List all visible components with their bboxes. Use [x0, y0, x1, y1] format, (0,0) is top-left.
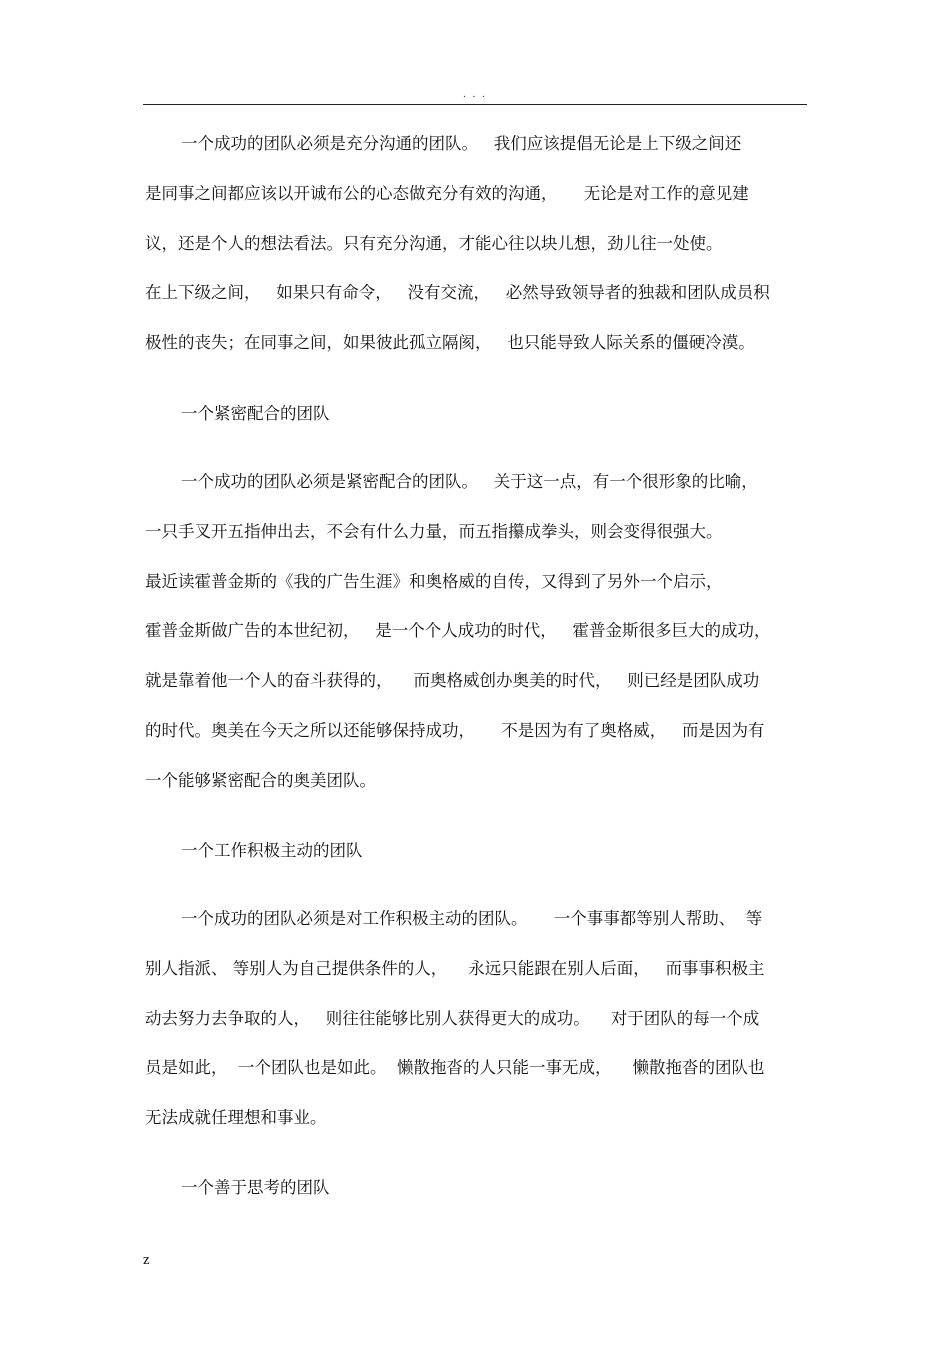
text-line: 一个成功的团队必须是对工作积极主动的团队。 一个事事都等别人帮助、 等 [181, 909, 763, 928]
text-line: 议，还是个人的想法看法。只有充分沟通，才能心往以块儿想，劲儿往一处使。 [145, 234, 723, 253]
text-line: 极性的丧失；在同事之间，如果彼此孤立隔阂， 也只能导致人际关系的僵硬冷漠。 [145, 333, 755, 352]
text-line: 一个能够紧密配合的奥美团队。 [145, 771, 376, 790]
section-heading: 一个紧密配合的团队 [181, 404, 330, 423]
text-line: 霍普金斯做广告的本世纪初， 是一个个人成功的时代， 霍普金斯很多巨大的成功， [145, 621, 771, 640]
text-line: 一个成功的团队必须是充分沟通的团队。 我们应该提倡无论是上下级之间还 [181, 134, 742, 153]
header-mark: . . . [463, 88, 487, 100]
text-line: 别人指派、 等别人为自己提供条件的人， 永远只能跟在别人后面， 而事事积极主 [145, 959, 765, 978]
text-line: 就是靠着他一个人的奋斗获得的， 而奥格威创办奥美的时代， 则已经是团队成功 [145, 671, 760, 690]
text-line: 的时代。奥美在今天之所以还能够保持成功， 不是因为有了奥格威， 而是因为有 [145, 721, 765, 740]
text-line: 无法成就任理想和事业。 [145, 1108, 327, 1127]
header-rule [143, 104, 807, 105]
text-line: 员是如此， 一个团队也是如此。 懒散拖沓的人只能一事无成， 懒散拖沓的团队也 [145, 1058, 765, 1077]
section-heading: 一个工作积极主动的团队 [181, 841, 363, 860]
text-line: 最近读霍普金斯的《我的广告生涯》和奥格威的自传，又得到了另外一个启示， [145, 572, 723, 591]
section-heading: 一个善于思考的团队 [181, 1178, 330, 1197]
text-line: 一只手叉开五指伸出去，不会有什么力量，而五指攥成拳头，则会变得很强大。 [145, 522, 723, 541]
text-line: 动去努力去争取的人， 则往往能够比别人获得更大的成功。 对于团队的每一个成 [145, 1009, 760, 1028]
text-line: 是同事之间都应该以开诚布公的心态做充分有效的沟通， 无论是对工作的意见建 [145, 184, 749, 203]
footer-mark: z [143, 1252, 150, 1268]
text-line: 在上下级之间， 如果只有命令， 没有交流， 必然导致领导者的独裁和团队成员积 [145, 283, 770, 302]
text-line: 一个成功的团队必须是紧密配合的团队。 关于这一点，有一个很形象的比喻， [181, 472, 758, 491]
